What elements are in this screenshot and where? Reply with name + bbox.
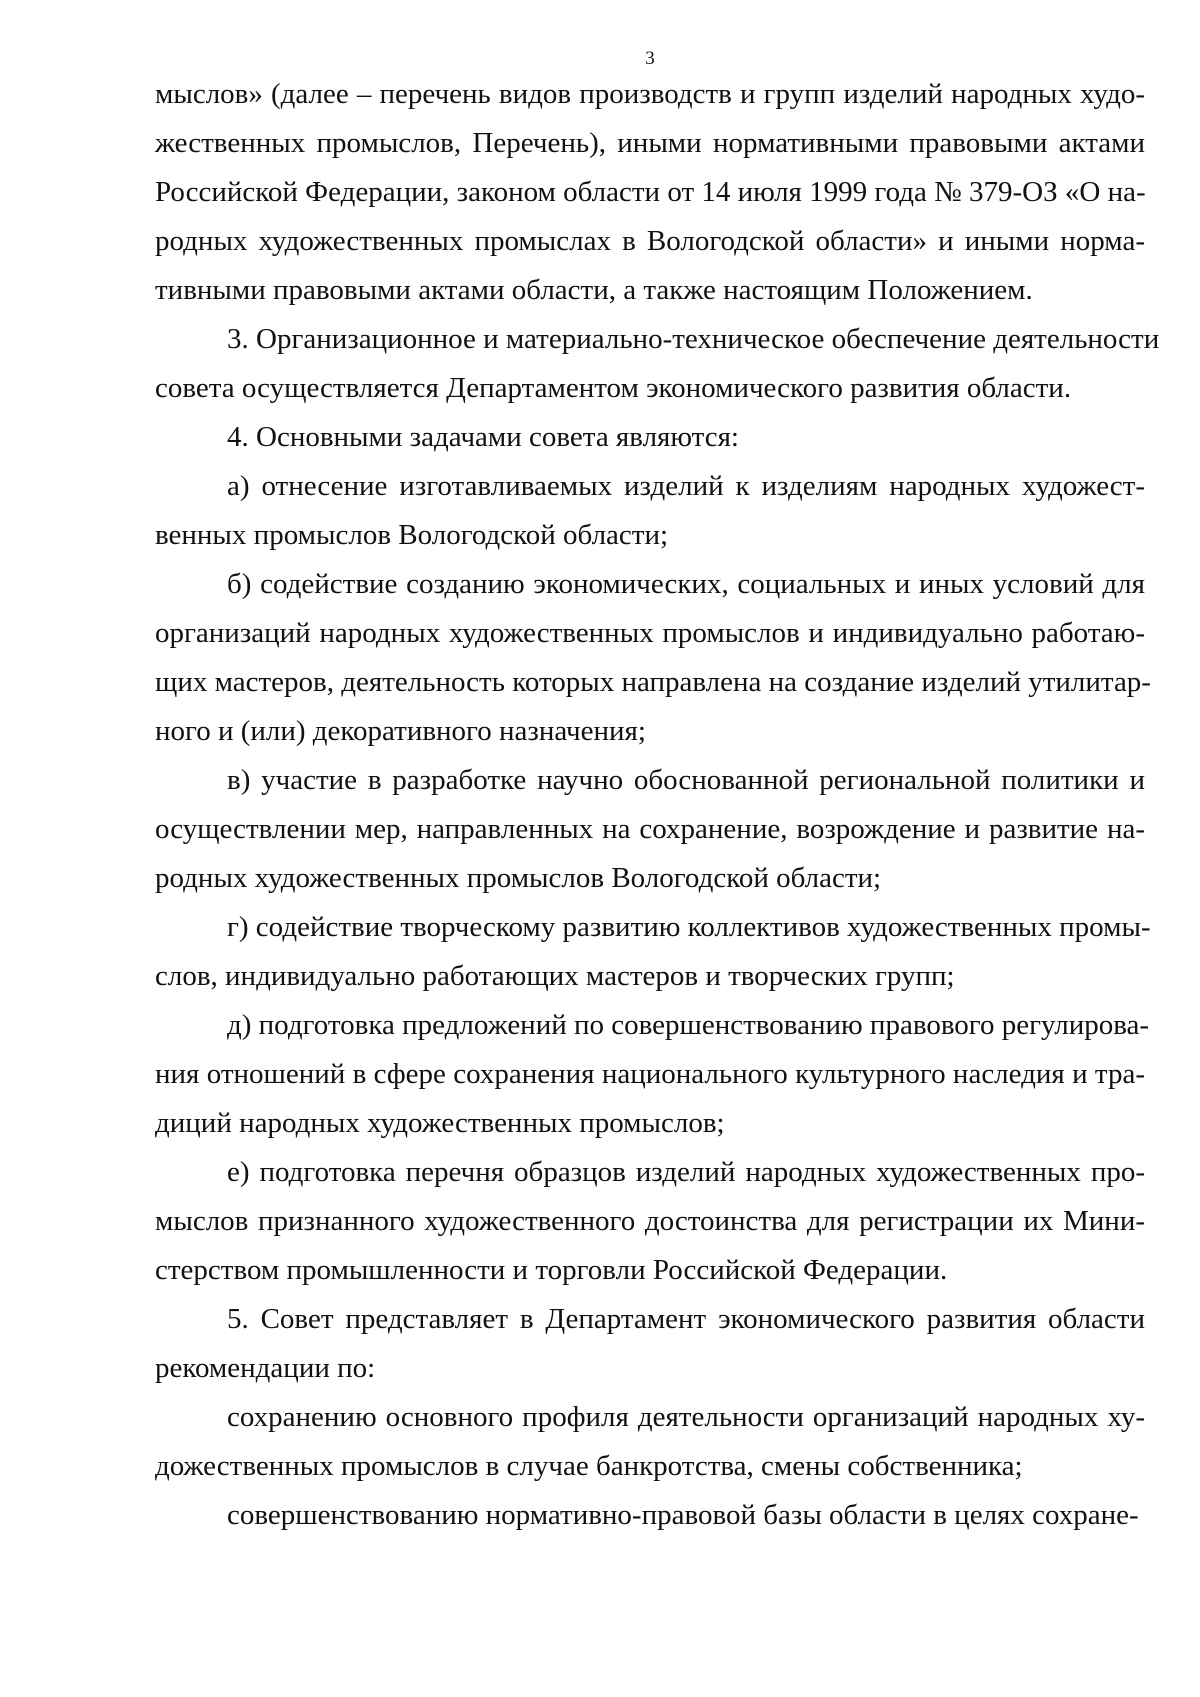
text-line: д) подготовка предложений по совершенствованию правового регулирова-: [227, 1009, 1150, 1041]
text-line: совершенствованию нормативно-правовой базы области в целях сохране-: [227, 1499, 1139, 1531]
paragraph-p4g: [155, 903, 1151, 1001]
text-line: е) подготовка перечня образцов изделий народных художественных про-: [227, 1156, 1145, 1188]
text-line: родных художественных промыслах в Вологодской области» и иными норма-: [155, 225, 1145, 257]
paragraph-p4d: [155, 1001, 1150, 1148]
text-line: б) содействие созданию экономических, социальных и иных условий для: [227, 568, 1145, 600]
text-line: Российской Федерации, законом области от 14 июля 1999 года № 379-ОЗ «О на-: [155, 176, 1146, 208]
text-line: дожественных промыслов в случае банкротства, смены собственника;: [155, 1450, 1023, 1482]
paragraph-p5: [155, 1295, 1145, 1393]
paragraph-p4b: [155, 560, 1151, 756]
text-line: стерством промышленности и торговли Российской Федерации.: [155, 1254, 948, 1286]
text-line: г) содействие творческому развитию коллективов художественных промы-: [227, 911, 1151, 943]
text-line: совета осуществляется Департаментом экономического развития области.: [155, 372, 1072, 404]
paragraph-p4a: [155, 462, 1145, 560]
text-line: ния отношений в сфере сохранения национального культурного наследия и тра-: [155, 1058, 1145, 1090]
text-line: мыслов» (далее – перечень видов производств и групп изделий народных худо-: [155, 78, 1145, 110]
text-line: щих мастеров, деятельность которых направлена на создание изделий утилитар-: [155, 666, 1151, 698]
text-line: 5. Совет представляет в Департамент экономического развития области: [227, 1303, 1145, 1335]
text-line: венных промыслов Вологодской области;: [155, 519, 669, 551]
paragraph-p5a: [155, 1393, 1145, 1491]
page-number: 3: [645, 48, 655, 69]
text-line: мыслов признанного художественного достоинства для регистрации их Мини-: [155, 1205, 1145, 1237]
text-line: 3. Организационное и материально-техническое обеспечение деятельности: [227, 323, 1160, 355]
text-line: диций народных художественных промыслов;: [155, 1107, 725, 1139]
text-line: ного и (или) декоративного назначения;: [155, 715, 646, 747]
text-line: а) отнесение изготавливаемых изделий к изделиям народных художест-: [227, 470, 1145, 502]
text-line: 4. Основными задачами совета являются:: [227, 421, 739, 453]
text-line: рекомендации по:: [155, 1352, 376, 1384]
text-line: тивными правовыми актами области, а также настоящим Положением.: [155, 274, 1033, 306]
paragraph-p-cont: [155, 70, 1145, 315]
text-line: слов, индивидуально работающих мастеров и творческих групп;: [155, 960, 955, 992]
paragraph-p5b: [155, 1491, 1145, 1540]
document-body: [155, 70, 1160, 1540]
text-line: в) участие в разработке научно обоснованной региональной политики и: [227, 764, 1145, 796]
text-line: организаций народных художественных промыслов и индивидуально работаю-: [155, 617, 1145, 649]
text-line: сохранению основного профиля деятельности организаций народных ху-: [227, 1401, 1145, 1433]
paragraph-p4v: [155, 756, 1145, 903]
text-line: родных художественных промыслов Вологодской области;: [155, 862, 882, 894]
paragraph-p4e: [155, 1148, 1145, 1295]
paragraph-p3: [155, 315, 1160, 413]
text-line: жественных промыслов, Перечень), иными нормативными правовыми актами: [155, 127, 1145, 159]
text-line: осуществлении мер, направленных на сохранение, возрождение и развитие на-: [155, 813, 1145, 845]
paragraph-p4: [155, 413, 1145, 462]
